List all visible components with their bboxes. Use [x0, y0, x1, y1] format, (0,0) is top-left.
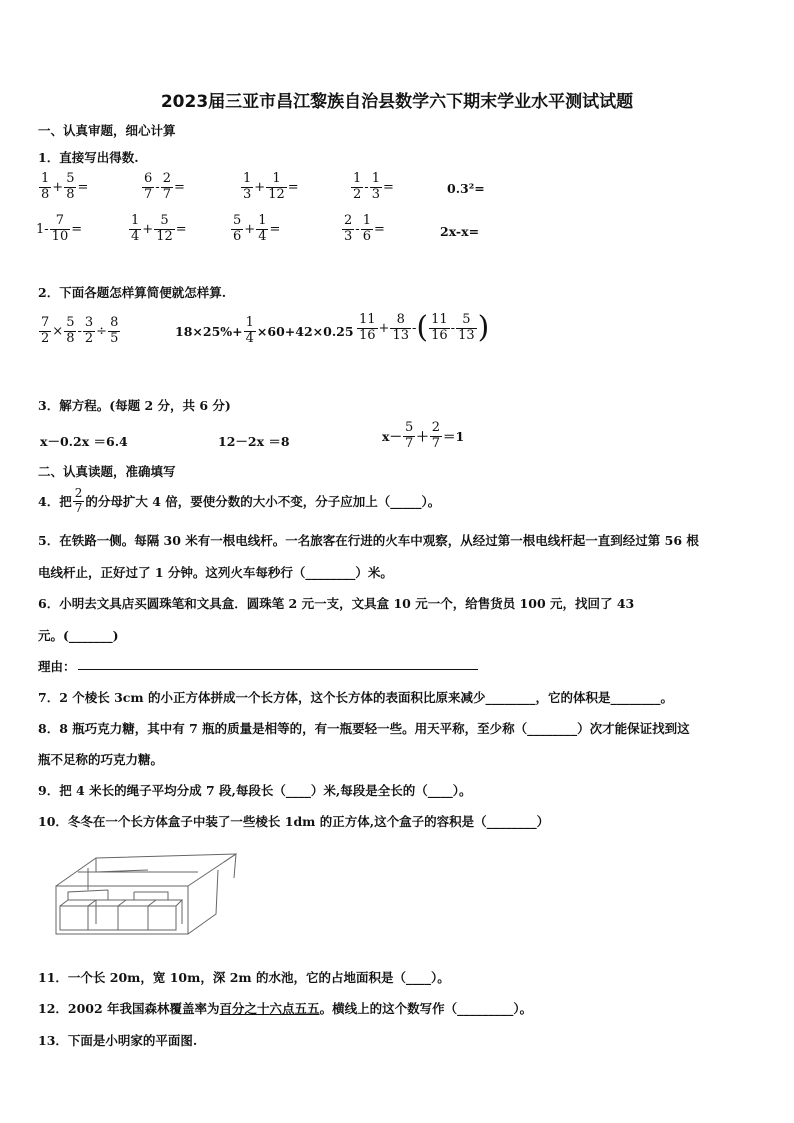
fraction-denominator: 4: [245, 330, 254, 346]
fraction-denominator: 2: [84, 330, 94, 346]
question-8-line-2: 瓶不足称的巧克力糖。: [38, 752, 164, 767]
fraction-numerator: 11: [431, 312, 448, 327]
fraction-numerator: 7: [41, 315, 50, 330]
fraction-denominator: 13: [392, 327, 409, 343]
fraction-numerator: 6: [144, 171, 153, 186]
fraction-numerator: 8: [396, 312, 405, 327]
equals: =: [287, 179, 299, 195]
question-7: 7．2 个棱长 3cm 的小正方体拼成一个长方体，这个长方体的表面积比原来减少________，它的体积是________。: [38, 690, 673, 705]
operator: +: [142, 221, 154, 237]
fraction-numerator: 1: [245, 315, 254, 330]
expression-suffix: ×60+42×0.25: [256, 323, 354, 339]
operator: -: [450, 320, 456, 336]
equals: =: [77, 179, 89, 195]
left-parenthesis: (: [416, 310, 429, 346]
question-12: [38, 999, 532, 1017]
fraction-numerator: 1: [353, 171, 362, 186]
equals: =: [173, 179, 185, 195]
fraction-numerator: 5: [462, 312, 471, 327]
fraction-numerator: 1: [371, 171, 380, 186]
fraction-denominator: 12: [156, 228, 173, 244]
fraction-numerator: 5: [404, 420, 414, 435]
operator: +: [244, 221, 256, 237]
equals: =: [373, 221, 385, 237]
fraction-numerator: 5: [233, 213, 242, 228]
fraction-denominator: 5: [110, 330, 119, 346]
q4-prefix: 4．把: [38, 494, 72, 510]
fraction-numerator: 5: [66, 315, 75, 330]
section-heading-1: 一、认真审题，细心计算: [38, 123, 176, 138]
box-with-cubes-figure: [48, 848, 244, 938]
question-5-line-2: 电线杆止，正好过了 1 分钟。这列火车每秒行（________）米。: [38, 565, 393, 580]
q2-expression-2: [175, 316, 354, 347]
q3-equation-2: 12－2x ＝8: [218, 434, 290, 449]
question-4: [38, 487, 440, 516]
fraction-denominator: 3: [371, 186, 380, 202]
fraction-denominator: 10: [51, 228, 69, 244]
expression-prefix: 1-: [36, 221, 49, 237]
operator: +: [254, 179, 266, 195]
fraction-denominator: 7: [74, 500, 83, 515]
fraction-numerator: 5: [66, 171, 75, 186]
fraction-denominator: 8: [41, 186, 50, 202]
q6-reason-answer-line[interactable]: [78, 669, 478, 670]
q1-row1-item-3: [240, 172, 299, 203]
operator: ×: [52, 323, 64, 339]
fraction-numerator: 1: [258, 213, 267, 228]
q2-expression-1: [38, 316, 121, 347]
question-1-label: 1．直接写出得数.: [38, 150, 139, 165]
fraction-denominator: 3: [344, 228, 353, 244]
fraction-denominator: 6: [362, 228, 371, 244]
right-parenthesis: ): [477, 310, 490, 346]
operator: ÷: [96, 323, 108, 339]
equals: =: [71, 221, 83, 237]
fraction-numerator: 1: [131, 213, 140, 228]
q6-reason-label: 理由：: [38, 659, 76, 674]
expression-suffix: ＝1: [443, 429, 465, 445]
question-2-label: 2．下面各题怎样算简便就怎样算.: [38, 285, 227, 300]
q1-row1-item-5: 0.3²=: [447, 181, 485, 196]
question-10: 10．冬冬在一个长方体盒子中装了一些棱长 1dm 的正方体,这个盒子的容积是（________）: [38, 814, 550, 829]
operator: +: [52, 179, 64, 195]
fraction-numerator: 2: [162, 171, 171, 186]
section-heading-2: 二、认真读题，准确填写: [38, 464, 176, 479]
q1-row1-item-1: [38, 172, 88, 203]
q2-expression-3: [356, 310, 490, 346]
operator: -: [155, 179, 160, 195]
expression-prefix: x－: [382, 429, 402, 445]
fraction-numerator: 7: [55, 213, 65, 228]
fraction-denominator: 12: [268, 186, 285, 202]
fraction-denominator: 7: [144, 186, 153, 202]
q4-suffix: 的分母扩大 4 倍，要使分数的大小不变，分子应加上（_____）。: [85, 494, 441, 510]
fraction-numerator: 2: [344, 213, 353, 228]
operator: -: [77, 323, 82, 339]
fraction-denominator: 6: [233, 228, 242, 244]
fraction-denominator: 7: [162, 186, 171, 202]
question-6-line-2: 元。(_______): [38, 628, 119, 643]
q1-row2-item-1: [36, 214, 82, 245]
question-13: 13．下面是小明家的平面图.: [38, 1033, 198, 1048]
question-6-line-1: 6．小明去文具店买圆珠笔和文具盒．圆珠笔 2 元一支，文具盒 10 元一个，给售货员 100 元，找回了 43: [38, 596, 635, 611]
fraction-numerator: 1: [243, 171, 252, 186]
q3-equation-3: [382, 421, 464, 452]
fraction-numerator: 3: [84, 315, 94, 330]
fraction-numerator: 1: [272, 171, 281, 186]
operator: -: [355, 221, 360, 237]
question-3-label: 3．解方程。(每题 2 分，共 6 分): [38, 398, 231, 413]
fraction-denominator: 8: [66, 186, 75, 202]
q12-prefix: 12．2002 年我国森林覆盖率为: [38, 1001, 220, 1016]
fraction-denominator: 7: [431, 435, 441, 451]
fraction-denominator: 2: [41, 330, 50, 346]
q12-suffix: 。横线上的这个数写作（_________）。: [319, 1001, 533, 1016]
operator: -: [364, 179, 369, 195]
question-5-line-1: 5．在铁路一侧。每隔 30 米有一根电线杆。一名旅客在行进的火车中观察，从经过第一根电线杆起一直到经过第 56 根: [38, 533, 699, 548]
question-11: 11．一个长 20m，宽 10m，深 2m 的水池，它的占地面积是（____）。: [38, 970, 450, 985]
q1-row1-item-2: [141, 172, 185, 203]
fraction-denominator: 8: [66, 330, 75, 346]
fraction-denominator: 16: [359, 327, 376, 343]
expression-prefix: 18×25%+: [175, 323, 243, 339]
q12-underlined-number: 百分之十六点五五: [219, 1001, 320, 1016]
q1-row2-item-3: [230, 214, 280, 245]
equals: =: [269, 221, 281, 237]
q1-row2-item-2: [128, 214, 187, 245]
equals: =: [382, 179, 394, 195]
q1-row2-item-5: 2x-x=: [440, 224, 480, 239]
operator: -: [412, 320, 417, 336]
fraction-numerator: 11: [359, 312, 376, 327]
equals: =: [175, 221, 187, 237]
fraction-denominator: 7: [404, 435, 414, 451]
fraction-numerator: 1: [41, 171, 50, 186]
fraction-denominator: 2: [353, 186, 362, 202]
operator: ＋: [416, 429, 429, 445]
fraction-numerator: 5: [160, 213, 169, 228]
fraction-numerator: 2: [74, 486, 83, 500]
fraction-denominator: 3: [243, 186, 252, 202]
fraction-denominator: 16: [431, 327, 448, 343]
question-8-line-1: 8．8 瓶巧克力糖，其中有 7 瓶的质量是相等的，有一瓶要轻一些。用天平称，至少称（________）次才能保证找到这: [38, 721, 690, 736]
operator: +: [378, 320, 390, 336]
fraction-numerator: 2: [431, 420, 441, 435]
q1-row1-item-4: [350, 172, 394, 203]
page-title: 2023届三亚市昌江黎族自治县数学六下期末学业水平测试试题: [160, 92, 634, 112]
fraction-numerator: 8: [110, 315, 119, 330]
question-9: 9．把 4 米长的绳子平均分成 7 段,每段长（____）米,每段是全长的（____）。: [38, 783, 472, 798]
fraction-denominator: 4: [258, 228, 267, 244]
fraction-denominator: 13: [458, 327, 475, 343]
q1-row2-item-4: [341, 214, 385, 245]
fraction-numerator: 1: [362, 213, 371, 228]
q3-equation-1: x－0.2x ＝6.4: [40, 434, 128, 449]
fraction-denominator: 4: [131, 228, 140, 244]
